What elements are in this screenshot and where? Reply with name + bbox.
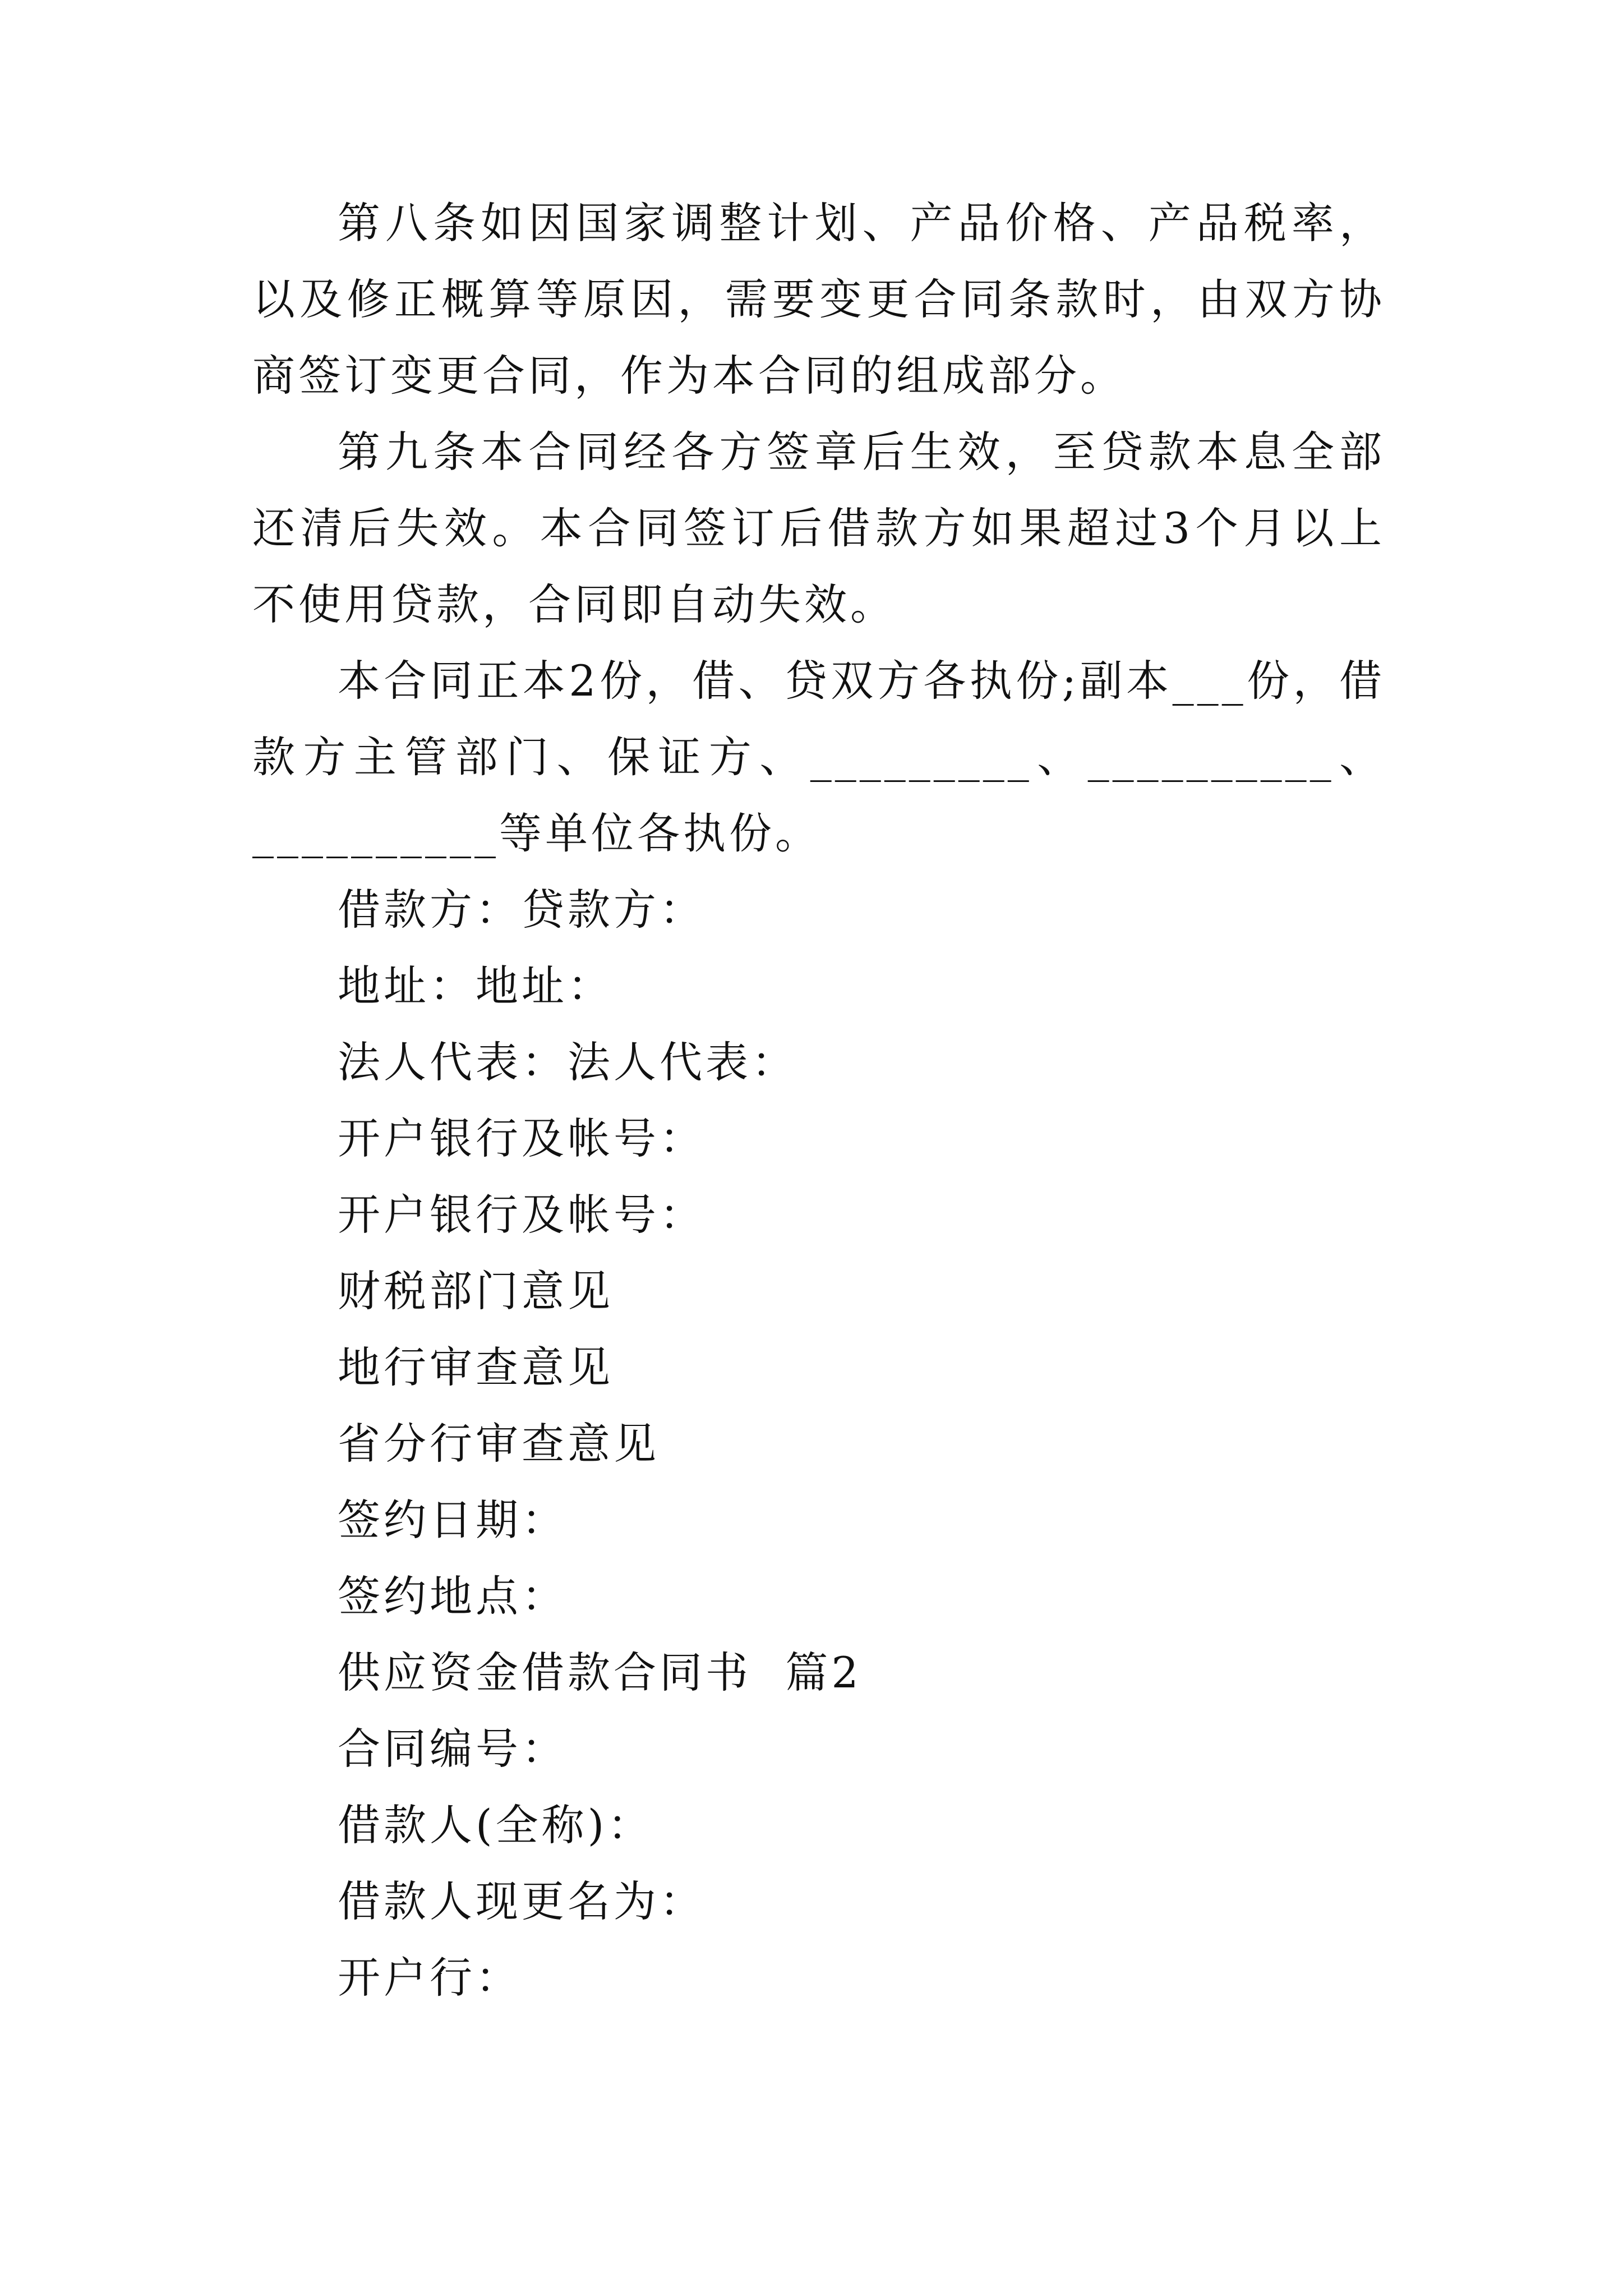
clause-8-paragraph: 第八条如因国家调整计划、产品价格、产品税率，以及修正概算等原因，需要变更合同条款时，由双方协商签订变更合同，作为本合同的组成部分。 — [252, 198, 1385, 401]
document-page — [252, 185, 1385, 2016]
section-heading-2: 供应资金借款合同书 篇2 — [338, 1648, 862, 1697]
bank-account-line-2: 开户银行及帐号： — [338, 1190, 706, 1240]
legal-representative-line: 法人代表：法人代表： — [338, 1037, 797, 1087]
signatory-borrower-lender-line: 借款方：贷款方： — [338, 885, 706, 935]
borrower-fullname-line: 借款人(全称)： — [338, 1800, 654, 1850]
signing-date-line: 签约日期： — [338, 1495, 568, 1545]
borrower-renamed-line: 借款人现更名为： — [338, 1876, 706, 1926]
address-line: 地址：地址： — [338, 961, 614, 1011]
finance-tax-opinion-line: 财税部门意见 — [338, 1266, 614, 1316]
bank-account-line-1: 开户银行及帐号： — [338, 1114, 706, 1163]
signing-place-line: 签约地点： — [338, 1571, 568, 1621]
copies-paragraph: 本合同正本2份，借、贷双方各执份;副本___份，借款方主管部门、保证方、_________、__________、__________等单位各执份。 — [252, 656, 1385, 858]
contract-number-line: 合同编号： — [338, 1724, 568, 1774]
provincial-bank-review-line: 省分行审查意见 — [338, 1419, 660, 1469]
local-bank-review-line: 地行审查意见 — [338, 1342, 614, 1392]
opening-bank-line: 开户行： — [338, 1953, 522, 2003]
clause-9-paragraph: 第九条本合同经各方签章后生效，至贷款本息全部还清后失效。本合同签订后借款方如果超过3个月以上不使用贷款，合同即自动失效。 — [252, 427, 1385, 629]
